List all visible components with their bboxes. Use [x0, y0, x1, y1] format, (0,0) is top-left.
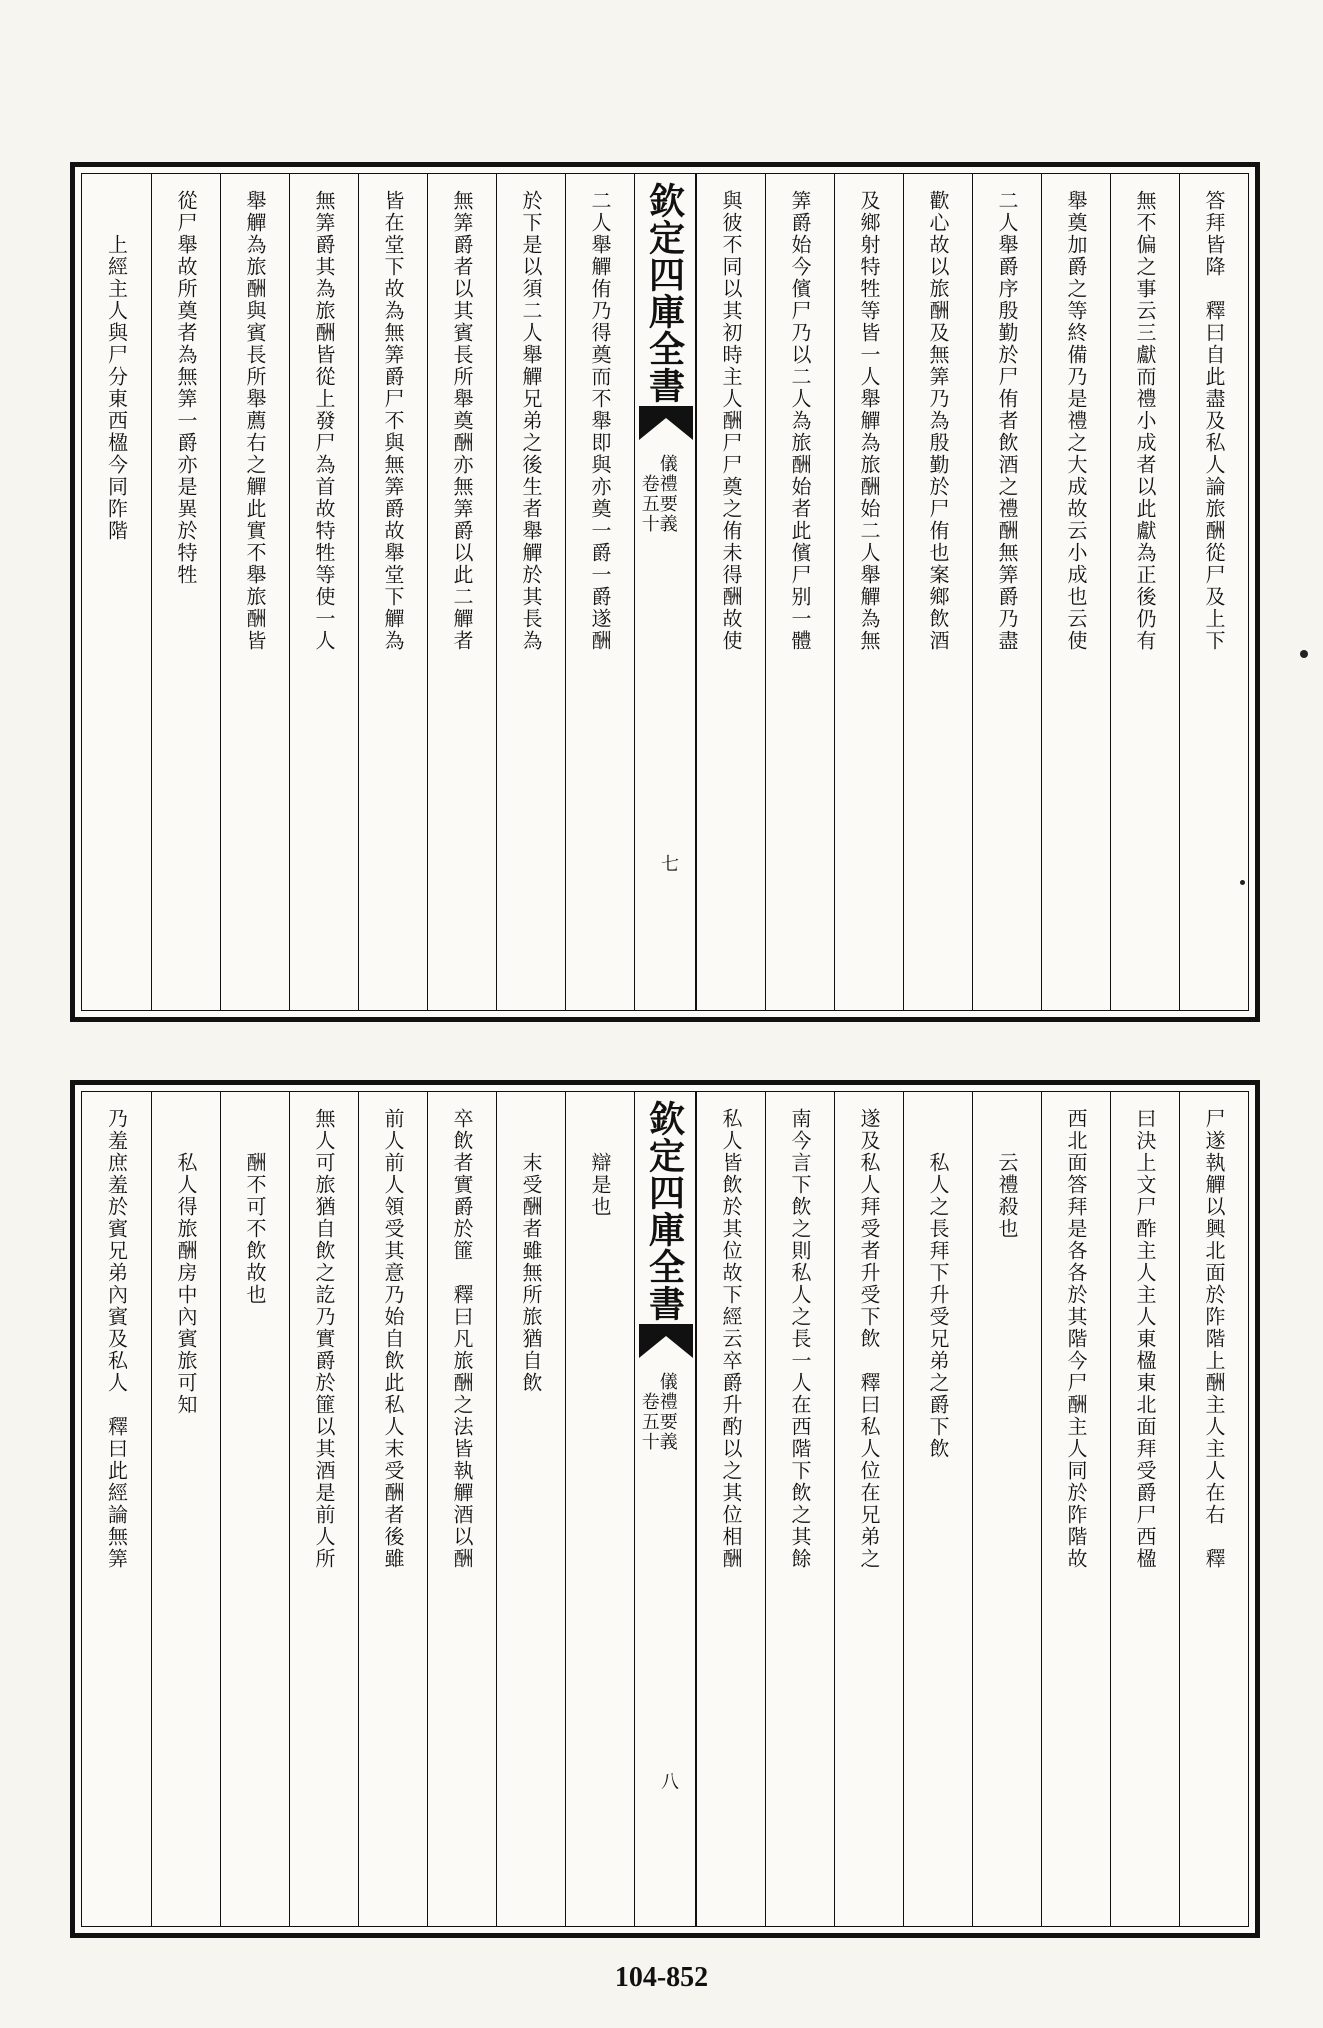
column-text: 西北面答拜是各各於其階今尸酬主人同於阼階故: [1064, 1108, 1088, 1570]
spine-volume: 卷五十: [638, 474, 660, 534]
text-column: [496, 1092, 565, 1926]
book-spine: [634, 174, 696, 1010]
text-column: [696, 1092, 765, 1926]
column-text: 歡心故以旅酬及無筭乃為殷勤於尸侑也案鄉飲酒: [926, 190, 950, 652]
column-text: 答拜皆降 釋曰自此盡及私人論旅酬從尸及上下: [1202, 190, 1226, 652]
top-page-frame: [81, 173, 1249, 1011]
folio-number: 八: [658, 1772, 679, 1790]
text-column: [1110, 1092, 1179, 1926]
column-text: 私人皆飲於其位故下經云卒爵升酌以之其位相酬: [719, 1108, 743, 1570]
text-column: [1041, 1092, 1110, 1926]
text-column: [834, 1092, 903, 1926]
column-text: 卒飲者實爵於篚 釋曰凡旅酬之法皆執觶酒以酬: [450, 1108, 474, 1570]
page-number: 104-852: [614, 1962, 709, 1993]
book-spine: [634, 1092, 696, 1926]
bottom-page-panel: [70, 1080, 1260, 1938]
text-column: [1110, 174, 1179, 1010]
text-column: [903, 1092, 972, 1926]
column-text: 二人舉爵序殷勤於尸侑者飲酒之禮酬無筭爵乃盡: [995, 190, 1019, 652]
text-column: [358, 174, 427, 1010]
text-column: [82, 1092, 151, 1926]
column-text: 舉奠加爵之等終備乃是禮之大成故云小成也云使: [1064, 190, 1088, 652]
text-column: [1041, 174, 1110, 1010]
text-column: [220, 174, 289, 1010]
column-text: 皆在堂下故為無筭爵尸不與無筭爵故舉堂下觶為: [381, 190, 405, 652]
column-text: 乃羞庶羞於賓兄弟內賓及私人 釋曰此經論無筭: [104, 1108, 129, 1570]
fishtail-mark-icon: [639, 1324, 693, 1358]
ink-speck: [1240, 880, 1245, 885]
text-column: [427, 174, 496, 1010]
column-text: 無筭爵者以其賓長所舉奠酬亦無筭爵以此二觶者: [450, 190, 474, 652]
text-column: [289, 1092, 358, 1926]
column-text: 酬不可不飲故也: [243, 1152, 267, 1306]
top-page-panel: [70, 162, 1260, 1022]
spine-volume: 卷五十: [638, 1392, 660, 1452]
column-text: 上經主人與尸分東西楹今同阼階: [104, 234, 129, 542]
text-column: [82, 174, 151, 1010]
column-text: 云禮殺也: [995, 1152, 1019, 1240]
column-text: 遂及私人拜受者升受下飲 釋曰私人位在兄弟之: [857, 1108, 881, 1570]
spine-book-title: 儀禮要義: [656, 1372, 678, 1452]
column-text: 筭爵始今儐尸乃以二人為旅酬始者此儐尸别一體: [788, 190, 812, 652]
ink-speck: [1300, 650, 1308, 658]
column-text: 二人舉觶侑乃得奠而不舉即與亦奠一爵一爵遂酬: [588, 190, 612, 652]
column-text: 前人前人領受其意乃始自飲此私人末受酬者後雖: [381, 1108, 405, 1570]
text-column: [1179, 1092, 1248, 1926]
spine-title: 欽定四庫全書: [643, 1100, 686, 1322]
column-text: 於下是以須二人舉觶兄弟之後生者舉觶於其長為: [519, 190, 543, 652]
bottom-page-frame: [81, 1091, 1249, 1927]
spine-book-title: 儀禮要義: [656, 454, 678, 534]
column-text: 末受酬者雖無所旅猶自飲: [519, 1152, 543, 1394]
text-column: [151, 174, 220, 1010]
text-column: [151, 1092, 220, 1926]
text-column: [565, 1092, 634, 1926]
column-text: 無不偏之事云三獻而禮小成者以此獻為正後仍有: [1133, 190, 1157, 652]
column-text: 私人之長拜下升受兄弟之爵下飲: [926, 1152, 950, 1460]
column-text: 無筭爵其為旅酬皆從上發尸為首故特牲等使一人: [312, 190, 336, 652]
text-column: [972, 174, 1041, 1010]
text-column: [696, 174, 765, 1010]
text-column: [1179, 174, 1248, 1010]
column-text: 無人可旅猶自飲之訖乃實爵於篚以其酒是前人所: [312, 1108, 336, 1570]
column-text: 私人得旅酬房中內賓旅可知: [174, 1152, 198, 1416]
text-column: [834, 174, 903, 1010]
text-column: [496, 174, 565, 1010]
text-column: [972, 1092, 1041, 1926]
folio-number: 七: [658, 854, 679, 872]
text-column: [289, 174, 358, 1010]
column-text: 從尸舉故所奠者為無筭一爵亦是異於特牲: [174, 190, 198, 586]
text-column: [903, 174, 972, 1010]
spine-title: 欽定四庫全書: [643, 182, 686, 404]
column-text: 辯是也: [588, 1152, 612, 1218]
column-text: 與彼不同以其初時主人酬尸尸奠之侑未得酬故使: [719, 190, 743, 652]
text-column: [765, 1092, 834, 1926]
column-text: 及鄉射特牲等皆一人舉觶為旅酬始二人舉觶為無: [857, 190, 881, 652]
column-text: 尸遂執觶以興北面於阼階上酬主人主人在右 釋: [1202, 1108, 1226, 1570]
text-column: [565, 174, 634, 1010]
text-column: [765, 174, 834, 1010]
text-column: [220, 1092, 289, 1926]
text-column: [358, 1092, 427, 1926]
text-column: [427, 1092, 496, 1926]
column-text: 舉觶為旅酬與賓長所舉薦右之觶此實不舉旅酬皆: [243, 190, 267, 652]
column-text: 南今言下飲之則私人之長一人在西階下飲之其餘: [788, 1108, 812, 1570]
fishtail-mark-icon: [639, 406, 693, 440]
column-text: 曰決上文尸酢主人主人東楹東北面拜受爵尸西楹: [1133, 1108, 1157, 1570]
